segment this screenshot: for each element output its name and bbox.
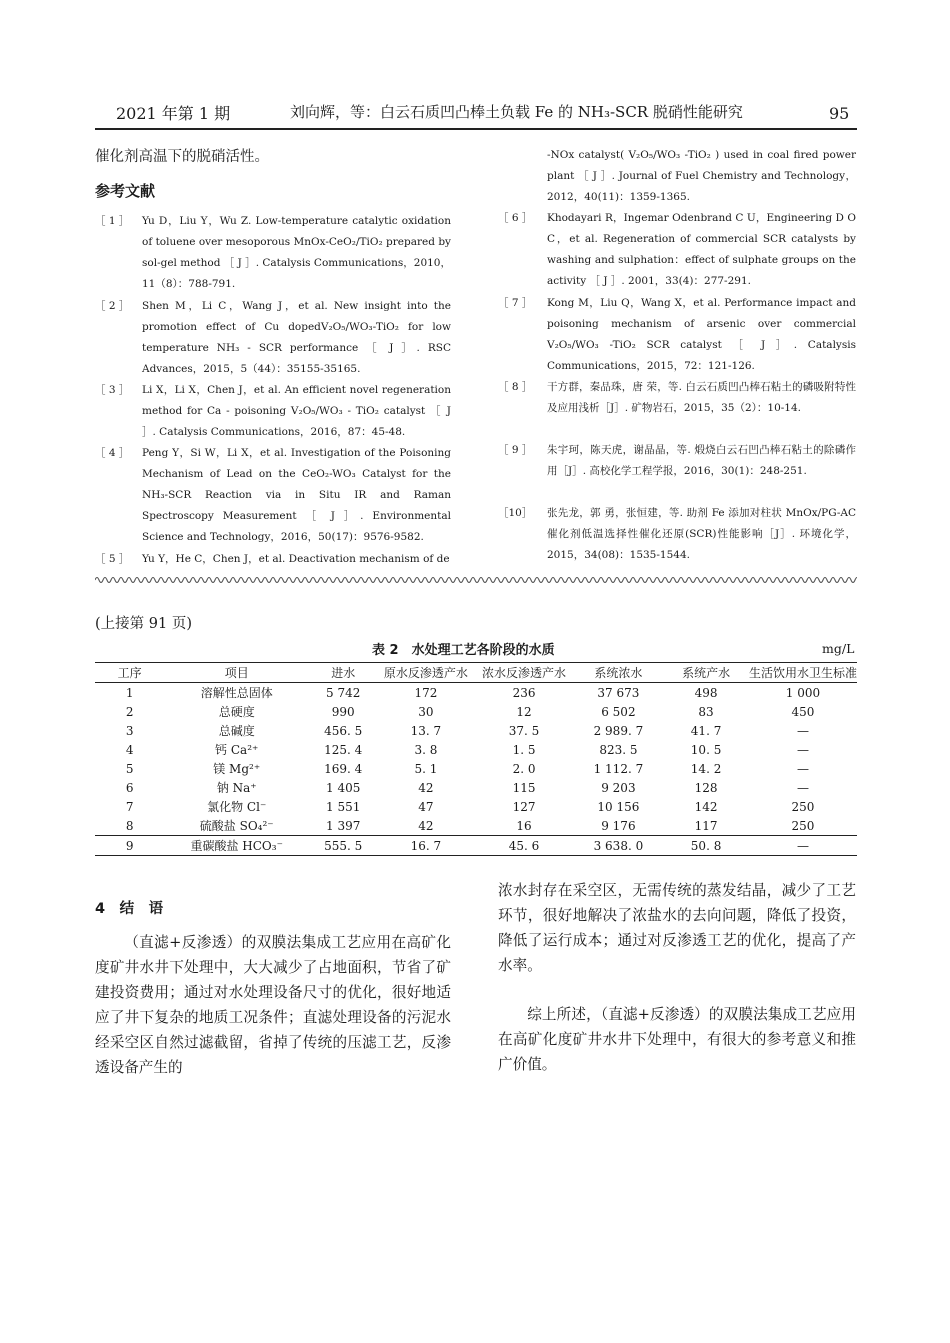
table-cell: 14. 2 [690, 761, 722, 776]
previous-section-end: 催化剂高温下的脱硝活性。 [95, 149, 269, 165]
table-cell: 172 [414, 685, 438, 700]
table-cell: 1 [125, 685, 134, 700]
table-cell: 2 989. 7 [593, 723, 644, 738]
table-cell: 169. 4 [324, 761, 363, 776]
table-cell: 8 [125, 818, 134, 833]
table-cell: 990 [331, 704, 355, 719]
table-cell: 823. 5 [599, 742, 638, 757]
table-cell: 1 000 [785, 685, 821, 700]
column-header: 浓水反渗透产水 [475, 663, 574, 683]
reference-number: ［ 7 ］ [498, 297, 533, 309]
table-cell: 总碱度 [218, 724, 255, 738]
table-cell: 555. 5 [309, 836, 377, 856]
reference-number: ［10］ [498, 507, 533, 519]
journal-issue: 2021 年第 1 期 [116, 104, 231, 123]
table-header-row [95, 663, 857, 683]
reference-text: 干方群，秦品珠，唐 荣，等. 白云石质凹凸棒石粘土的磷吸附特性及应用浅析［J］. 矿物岩石，2015，35（2）：10-14. [547, 381, 856, 414]
reference-text: Kong M，Liu Q，Wang X，et al. Performance impact and poisoning mechanism of arsenic over commercial V₂O₅/WO₃ -TiO₂ SCR catalyst ［ J ］. Catalysis Communications，2015，72：121-126. [547, 297, 856, 372]
table-cell: 2 [125, 704, 134, 719]
table-cell: — [796, 780, 809, 795]
page-number: 95 [829, 104, 850, 123]
wavy-divider [95, 574, 857, 586]
table-cell: 13. 7 [410, 723, 442, 738]
table-row [95, 702, 857, 721]
table-cell: 125. 4 [324, 742, 363, 757]
reference-text: -NOx catalyst( V₂O₅/WO₃ -TiO₂ ) used in coal fired power plant ［ J ］. Journal of Fuel Chemistry and Technology，2012，40(11)：1359-1365. [547, 149, 856, 203]
table-cell: 127 [512, 799, 536, 814]
table-cell: 重碳酸盐 HCO₃⁻ [164, 836, 309, 856]
table-cell: 6 [125, 780, 134, 795]
table-cell: 42 [418, 780, 434, 795]
reference-number: ［ 8 ］ [498, 381, 533, 393]
references-heading: 参考文献 [95, 182, 156, 200]
table-cell: 37 673 [597, 685, 640, 700]
table-cell: 42 [418, 818, 434, 833]
table-cell: 1 397 [326, 818, 361, 833]
table-row [95, 778, 857, 797]
table-cell: 5. 1 [414, 761, 438, 776]
table-row [95, 740, 857, 759]
table-cell: — [749, 836, 857, 856]
reference-text: Khodayari R，Ingemar Odenbrand C U，Engineering D O C，et al. Regeneration of commercial SCR catalysts by washing and sulphation：effect of sulphate groups on the activity ［ J ］. 2001，33(4)：277-291. [547, 212, 856, 287]
table-cell: 3. 8 [414, 742, 438, 757]
table-cell: 50. 8 [663, 836, 749, 856]
table-cell: 氯化物 Cl⁻ [207, 800, 267, 814]
table-cell: 115 [512, 780, 536, 795]
table-cell: 4 [125, 742, 134, 757]
table-cell: 47 [418, 799, 434, 814]
table-cell: 450 [791, 704, 815, 719]
reference-text: Li X，Li X，Chen J，et al. An efficient novel regeneration method for Ca - poisoning V₂O₅/WO₃ - TiO₂ catalyst ［ J ］. Catalysis Communications，2016，87：45-48. [142, 384, 451, 438]
column-header: 项目 [164, 663, 309, 683]
table-cell: 498 [694, 685, 718, 700]
reference-number: ［ 3 ］ [95, 384, 130, 396]
section-heading: 4 结 语 [95, 901, 164, 917]
table-cell: 9 176 [601, 818, 636, 833]
header-rule [95, 128, 857, 130]
column-header: 生活饮用水卫生标准 [749, 663, 857, 683]
table-cell: 1 551 [326, 799, 361, 814]
table-cell: — [796, 761, 809, 776]
column-header: 工序 [95, 663, 164, 683]
table-cell: 2. 0 [512, 761, 536, 776]
table-cell: 12 [516, 704, 532, 719]
table-cell: 250 [791, 818, 815, 833]
continued-from-note: (上接第 91 页) [95, 616, 192, 632]
table-cell: 硫酸盐 SO₄²⁻ [199, 819, 274, 833]
table-cell: — [796, 723, 809, 738]
reference-number: ［ 6 ］ [498, 212, 533, 224]
table-cell: 7 [125, 799, 134, 814]
table-cell: 250 [791, 799, 815, 814]
table-row [95, 683, 857, 703]
table-cell: 6 502 [601, 704, 636, 719]
table-cell: 9 203 [601, 780, 636, 795]
table-row [95, 721, 857, 740]
table-cell: 37. 5 [508, 723, 540, 738]
table-cell: 128 [694, 780, 718, 795]
table-cell: 10 156 [597, 799, 640, 814]
table-cell: 1 112. 7 [593, 761, 644, 776]
reference-number: ［ 2 ］ [95, 300, 130, 312]
table-cell: 83 [698, 704, 714, 719]
table-row [95, 759, 857, 778]
reference-text: Peng Y，Si W，Li X，et al. Investigation of the Poisoning Mechanism of Lead on the CeO₂-WO₃ Catalyst for the NH₃-SCR Reaction via in Situ IR and Raman Spectroscopy Measurement ［ J ］. Environmental Science and Technology，2016，50(17)：9576-9582. [142, 447, 451, 543]
summary-paragraph: 综上所述，（直滤+反渗透）的双膜法集成工艺应用在高矿化度矿井水井下处理中，有很大的参考意义和推广价值。 [498, 1006, 856, 1073]
table-cell: 41. 7 [690, 723, 722, 738]
table-cell: 3 [125, 723, 134, 738]
table-cell: 16 [516, 818, 532, 833]
table-cell: 456. 5 [324, 723, 363, 738]
reference-number: ［ 9 ］ [498, 444, 533, 456]
running-title: 刘向辉，等：白云石质凹凸棒土负载 Fe 的 NH₃-SCR 脱硝性能研究 [290, 103, 743, 121]
table-cell: 5 742 [326, 685, 361, 700]
table-cell: 钠 Na⁺ [216, 781, 257, 795]
column-header: 进水 [309, 663, 377, 683]
table-cell: 5 [125, 761, 134, 776]
reference-text: 朱宇珂，陈天虎，谢晶晶，等. 煅烧白云石凹凸棒石粘土的除磷作用［J］. 高校化学工程学报，2016，30(1)：248-251. [547, 444, 856, 477]
table-row [95, 836, 857, 856]
table-cell: 溶解性总固体 [200, 686, 273, 700]
table-cell: 142 [694, 799, 718, 814]
table-cell: 16. 7 [377, 836, 474, 856]
table-cell: 236 [512, 685, 536, 700]
reference-text: Shen M，Li C，Wang J，et al. New insight into the promotion effect of Cu dopedV₂O₅/WO₃-TiO₂ for low temperature NH₃ - SCR performance ［ J ］. RSC Advances，2015，5（44）：35155-35165. [142, 300, 451, 375]
table-cell: 117 [694, 818, 718, 833]
conclusion-paragraph: （直滤+反渗透）的双膜法集成工艺应用在高矿化度矿井水井下处理中，大大减少了占地面积，节省了矿建投资费用；通过对水处理设备尺寸的优化，很好地适应了井下复杂的地质工况条件；直滤处理设备的污泥水经采空区自然过滤截留，省掉了传统的压滤工艺，反渗透设备产生的 [95, 934, 451, 1076]
table-cell: 总硬度 [218, 705, 255, 719]
reference-number: ［ 1 ］ [95, 215, 130, 227]
reference-text: Yu Y，He C，Chen J，et al. Deactivation mechanism of de [142, 553, 450, 565]
table-cell: 3 638. 0 [574, 836, 664, 856]
table-title: 表 2 水处理工艺各阶段的水质 [372, 643, 555, 658]
table-unit: mg/L [822, 641, 855, 656]
column-header: 系统浓水 [574, 663, 664, 683]
table-cell: 1. 5 [512, 742, 536, 757]
reference-number: ［ 5 ］ [95, 553, 130, 565]
table-row [95, 816, 857, 836]
table-cell: 45. 6 [475, 836, 574, 856]
table-cell: 10. 5 [690, 742, 722, 757]
column-header: 系统产水 [663, 663, 749, 683]
table-cell: 9 [95, 836, 164, 856]
table-cell: 镁 Mg²⁺ [213, 762, 261, 776]
table-cell: 1 405 [326, 780, 361, 795]
reference-number: ［ 4 ］ [95, 447, 130, 459]
column-header: 原水反渗透产水 [377, 663, 474, 683]
table-cell: 30 [418, 704, 434, 719]
table-cell: — [796, 742, 809, 757]
table-cell: 钙 Ca²⁺ [215, 743, 259, 757]
conclusion-paragraph-continued: 浓水封存在采空区，无需传统的蒸发结晶，减少了工艺环节，很好地解决了浓盐水的去向问题，降低了投资，降低了运行成本；通过对反渗透工艺的优化，提高了产水率。 [498, 882, 856, 974]
reference-text: Yu D，Liu Y，Wu Z. Low-temperature catalytic oxidation of toluene over mesoporous MnOx-CeO₂/TiO₂ prepared by sol-gel method ［ J ］. Catalysis Communications，2010，11（8）：788-791. [142, 215, 451, 290]
table-row [95, 797, 857, 816]
water-quality-table [95, 662, 857, 856]
reference-text: 张先龙，郭 勇，张恒建，等. 助剂 Fe 添加对柱状 MnOx/PG-AC 催化剂低温选择性催化还原(SCR)性能影响［J］. 环境化学，2015，34(08)：1535-1544. [547, 507, 856, 561]
